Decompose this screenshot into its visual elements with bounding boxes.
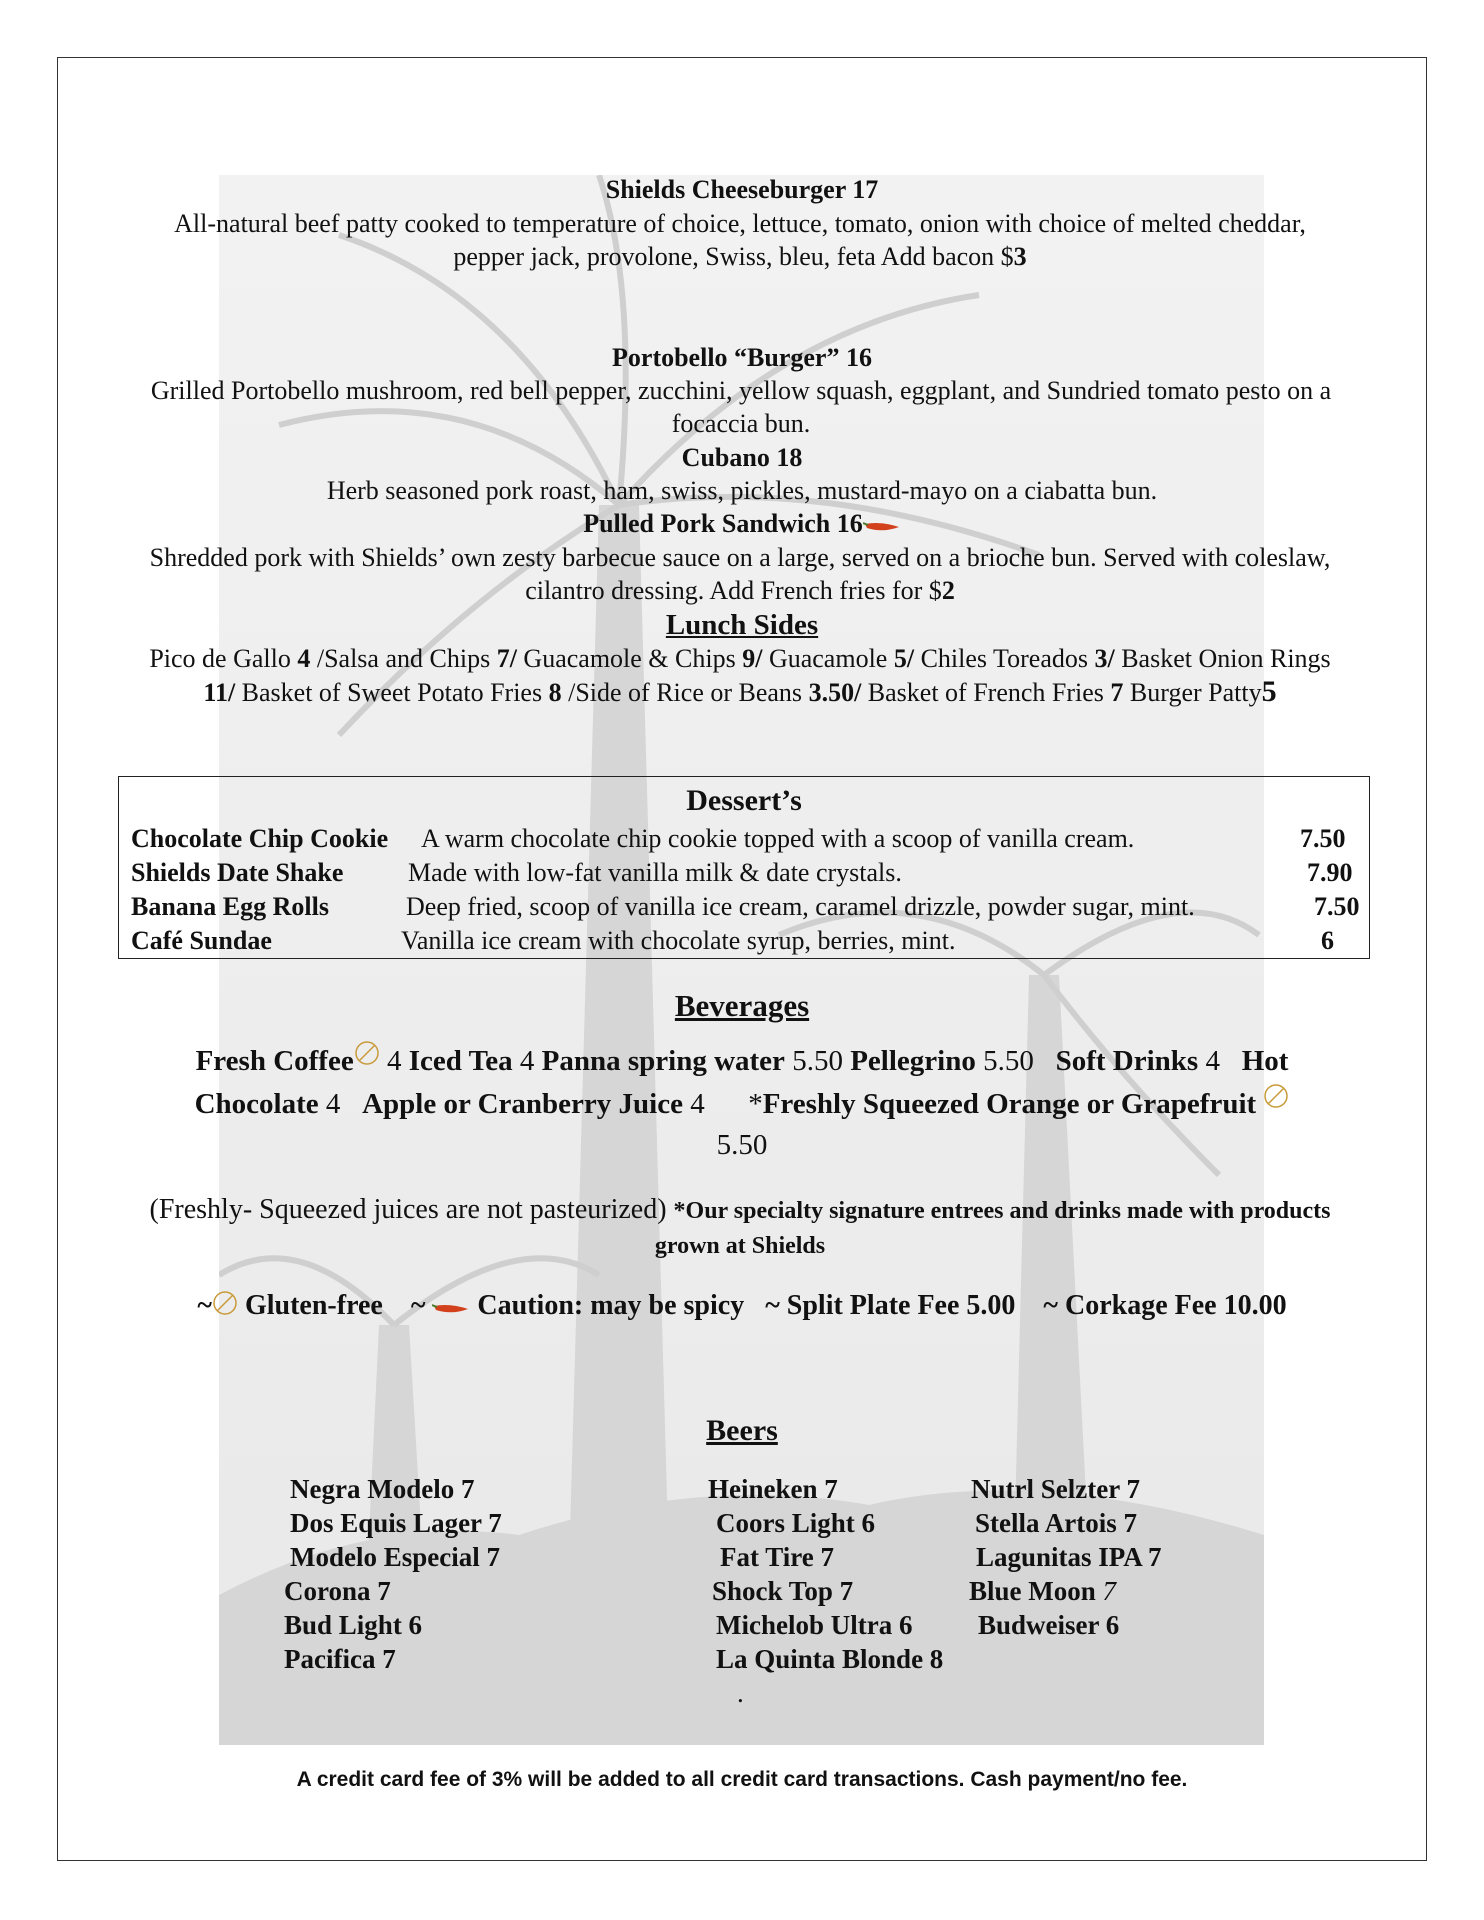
side-item-price: 5/ [893, 644, 915, 673]
side-item-price: 8 [548, 678, 562, 707]
side-item-name: Side of Rice or Beans [575, 678, 809, 707]
dessert-price: 7.50 [1300, 824, 1346, 853]
beverage-name: Pellegrino [850, 1045, 976, 1077]
side-item-name: Burger Patty [1129, 678, 1262, 707]
item-title-portobello: Portobello “Burger” 16 [612, 343, 872, 372]
beer-item: Bud Light 6 [284, 1610, 423, 1640]
beverage-name: Fresh Coffee [195, 1045, 354, 1077]
side-item-price: 9/ [742, 644, 763, 673]
side-item-name: Basket of Sweet Potato Fries [241, 678, 549, 707]
beer-item: Lagunitas IPA 7 [976, 1542, 1162, 1572]
dessert-desc: Deep fried, scoop of vanilla ice cream, caramel drizzle, powder sugar, mint. [406, 892, 1195, 921]
beer-item: Negra Modelo 7 [290, 1474, 475, 1504]
item-desc-cubano: Herb seasoned pork roast, ham, swiss, pickles, mustard-mayo on a ciabatta bun. [326, 476, 1158, 505]
dessert-row [131, 926, 1361, 958]
beverages-line-1 [57, 1040, 1427, 1083]
dessert-name: Café Sundae [131, 926, 272, 955]
beverage-price: 4 [1198, 1045, 1242, 1077]
dessert-name: Chocolate Chip Cookie [131, 824, 389, 853]
gluten-free-icon [212, 1290, 238, 1316]
beverage-name: Soft Drinks [1055, 1045, 1199, 1077]
beverages-line-2 [57, 1083, 1427, 1126]
beer-item: Dos Equis Lager 7 [290, 1508, 502, 1538]
side-item-name: Pico de Gallo [149, 644, 298, 673]
dessert-desc: A warm chocolate chip cookie topped with a scoop of vanilla cream. [421, 824, 1135, 853]
section-title-beverages: Beverages [674, 988, 810, 1023]
beer-item: Corona 7 [284, 1576, 391, 1606]
beer-item: Modelo Especial 7 [290, 1542, 500, 1572]
gluten-free-icon [1263, 1083, 1289, 1109]
side-item-price: 7/ [496, 644, 517, 673]
beverage-price: 4 [318, 1088, 363, 1120]
dessert-row [131, 858, 1361, 890]
item-title-cheeseburger: Shields Cheeseburger 17 [605, 175, 879, 204]
side-item-name: Salsa and Chips [324, 644, 497, 673]
side-item-name: Basket of French Fries [867, 678, 1111, 707]
side-item-price: 3/ [1094, 644, 1115, 673]
beer-item: La Quinta Blonde 8 [716, 1644, 944, 1674]
side-item-price: 3.50/ [808, 678, 862, 707]
dessert-desc: Vanilla ice cream with chocolate syrup, berries, mint. [401, 926, 956, 955]
side-item-name: Basket Onion Rings [1121, 644, 1331, 673]
side-item-price: 5 [1261, 675, 1277, 708]
dessert-name: Shields Date Shake [131, 858, 344, 887]
desserts-box [118, 776, 1370, 959]
dessert-price: 7.50 [1314, 892, 1360, 921]
dessert-price: 7.90 [1307, 858, 1353, 887]
beer-item: Fat Tire 7 [720, 1542, 834, 1572]
dessert-name: Banana Egg Rolls [131, 892, 329, 921]
beer-item: Coors Light 6 [716, 1508, 876, 1538]
beer-item: Nutrl Selzter 7 [971, 1474, 1140, 1504]
beverage-name: Panna spring water [541, 1045, 785, 1077]
dessert-desc: Made with low-fat vanilla milk & date crystals. [408, 858, 902, 887]
beer-item: Stella Artois 7 [975, 1508, 1137, 1538]
credit-card-notice: A credit card fee of 3% will be added to all credit card transactions. Cash payment/no fee. [296, 1768, 1188, 1791]
beer-item: Pacifica 7 [284, 1644, 396, 1674]
section-title-beers: Beers [706, 1414, 778, 1447]
beverage-name: Chocolate [194, 1088, 319, 1120]
beer-item: Budweiser 6 [978, 1610, 1120, 1640]
legend-line: ~ Gluten-free ~ Caution: may be spicy ~ Split Plate Fee 5.00 ~ Corkage Fee 10.00 [197, 1290, 1287, 1321]
chili-pepper-icon [432, 1301, 470, 1315]
beverage-price: 5.50 [784, 1045, 851, 1077]
beer-item: Heineken 7 [708, 1474, 838, 1504]
section-title-desserts: Dessert’s [686, 784, 802, 817]
side-item-name: Chiles Toreados [920, 644, 1095, 673]
dessert-price: 6 [1321, 926, 1334, 955]
side-item-name: Guacamole [768, 644, 894, 673]
item-title-pulled-pork: Pulled Pork Sandwich 16 [57, 509, 1427, 539]
beverage-price: 4 [512, 1045, 542, 1077]
beverage-name: Hot [1241, 1045, 1289, 1077]
beer-item: Blue Moon 7 [969, 1576, 1117, 1606]
beer-item: Shock Top 7 [712, 1576, 854, 1606]
item-title-cubano: Cubano 18 [681, 443, 803, 472]
beverage-name: Apple or Cranberry Juice [362, 1088, 683, 1120]
side-item-price: 11/ [203, 678, 236, 707]
side-item-price: 7 [1110, 678, 1124, 707]
juice-note: (Freshly- Squeezed juices are not pasteurized) *Our specialty signature entrees and drinks made with products grown at Shields [149, 1194, 1331, 1259]
beverage-price: 5.50 [975, 1045, 1056, 1077]
beer-item: Michelob Ultra 6 [716, 1610, 913, 1640]
item-desc-cheeseburger: All-natural beef patty cooked to temperature of choice, lettuce, tomato, onion with choice of melted cheddar, pepper jack, provolone, Swiss, bleu, feta Add bacon $3 [174, 209, 1306, 271]
stray-dot: . [737, 1678, 744, 1708]
beverage-name: Freshly Squeezed Orange or Grapefruit [762, 1088, 1257, 1120]
section-title-lunch-sides: Lunch Sides [665, 609, 819, 641]
beverage-price: 4 [379, 1045, 409, 1077]
gluten-free-icon [354, 1040, 380, 1066]
item-desc-pulled-pork: Shredded pork with Shields’ own zesty barbecue sauce on a large, served on a brioche bun. Served with coleslaw, cilantro dressing. Add French fries for $2 [149, 543, 1331, 605]
dessert-row [131, 892, 1361, 924]
chili-pepper-icon [863, 519, 901, 533]
beverages-line-3: 5.50 [716, 1129, 768, 1161]
side-item-price: 4 [297, 644, 311, 673]
item-desc-portobello: Grilled Portobello mushroom, red bell pepper, zucchini, yellow squash, eggplant, and Sundried tomato pesto on a focaccia bun. [150, 376, 1332, 438]
lunch-sides-list: Pico de Gallo 4 /Salsa and Chips 7/ Guacamole & Chips 9/ Guacamole 5/ Chiles Toreados 3/ Basket Onion Rings 11/ Basket of Sweet Potato Fries 8 /Side of Rice or Beans 3.50/ Basket of French Fries 7 Burger Patty5 [149, 644, 1331, 708]
side-item-name: Guacamole & Chips [523, 644, 743, 673]
beverage-price [1256, 1088, 1263, 1120]
dessert-row [131, 824, 1361, 856]
beverage-price: 4 * [682, 1088, 763, 1120]
beverage-name: Iced Tea [408, 1045, 513, 1077]
